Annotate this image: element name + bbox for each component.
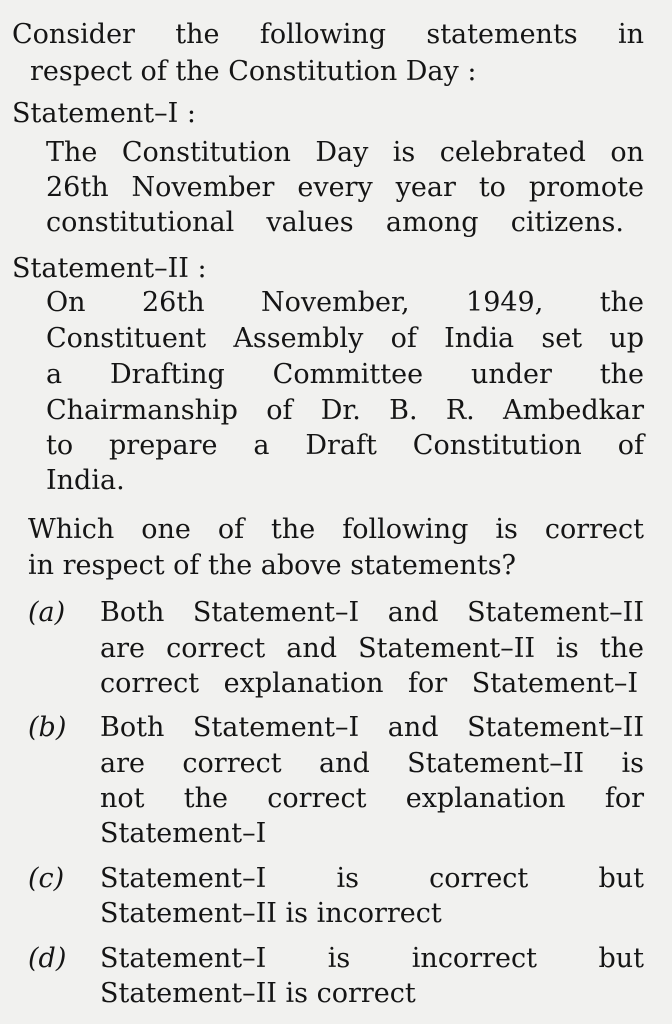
option-d-line: Statement–II is correct: [100, 978, 416, 1009]
prompt-line: Which one of the following is correct: [28, 514, 644, 545]
intro-line: Consider the following statements in: [12, 19, 644, 50]
statement-2-line: a Drafting Committee under the: [46, 359, 644, 390]
statement-2-line: On 26th November, 1949, the: [46, 287, 644, 318]
statement-1-line: constitutional values among citizens.: [46, 207, 624, 238]
option-c-line: Statement–I is correct but: [100, 863, 644, 894]
option-d-line: Statement–I is incorrect but: [100, 943, 644, 974]
intro-line: respect of the Constitution Day :: [30, 56, 477, 87]
option-b-line: Both Statement–I and Statement–II: [100, 712, 644, 743]
option-b-letter: (b): [28, 712, 67, 743]
option-c-letter: (c): [28, 863, 65, 894]
statement-2-line: India.: [46, 465, 125, 496]
option-a-line: correct explanation for Statement–I: [100, 668, 638, 699]
statement-2-line: to prepare a Draft Constitution of: [46, 430, 644, 461]
statement-1-heading: Statement–I :: [12, 98, 196, 129]
statement-1-line: 26th November every year to promote: [46, 172, 644, 203]
option-b-line: Statement–I: [100, 818, 267, 849]
option-a-line: Both Statement–I and Statement–II: [100, 597, 644, 628]
option-a-line: are correct and Statement–II is the: [100, 633, 644, 664]
statement-2-heading: Statement–II :: [12, 253, 207, 284]
option-d-letter: (d): [28, 943, 67, 974]
option-a-letter: (a): [28, 597, 66, 628]
prompt-line: in respect of the above statements?: [28, 550, 517, 581]
statement-2-line: Constituent Assembly of India set up: [46, 323, 644, 354]
statement-2-line: Chairmanship of Dr. B. R. Ambedkar: [46, 395, 644, 426]
option-b-line: not the correct explanation for: [100, 783, 644, 814]
option-b-line: are correct and Statement–II is: [100, 748, 644, 779]
option-c-line: Statement–II is incorrect: [100, 898, 442, 929]
statement-1-line: The Constitution Day is celebrated on: [46, 137, 644, 168]
